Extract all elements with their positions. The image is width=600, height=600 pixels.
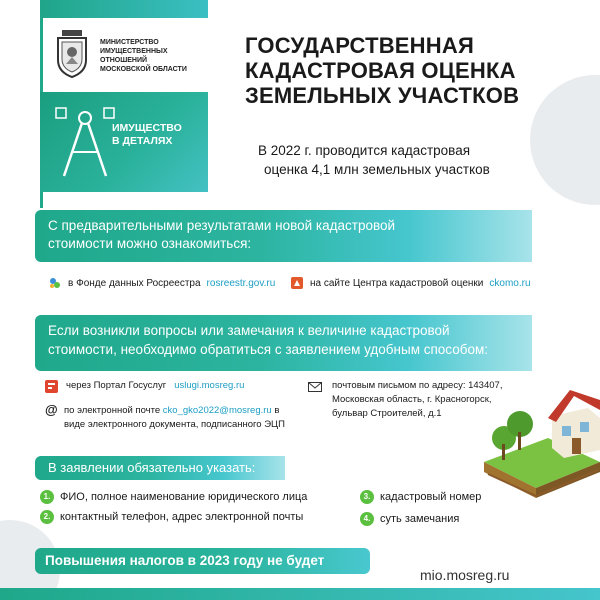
prelim-banner-text: С предварительными результатами новой кадастровой стоимости можно ознакомиться: — [48, 218, 396, 251]
top-accent-bar — [40, 0, 208, 18]
gosuslugi-link[interactable]: uslugi.mosreg.ru — [174, 380, 245, 391]
requirement-2: 2. контактный телефон, адрес электронной почты — [40, 510, 303, 524]
project-badge-label: ИМУЩЕСТВО В ДЕТАЛЯХ — [112, 122, 182, 147]
source-rosreestr: в Фонде данных Росреестра rosreestr.gov.ru — [48, 276, 275, 290]
method-mail: почтовым письмом по адресу: 143407, Московская область, г. Красногорск, бульвар Строителей, д.1 — [332, 380, 503, 419]
requirement-4: 4. суть замечания — [360, 512, 459, 526]
decorative-circle-right — [530, 75, 600, 205]
source-ckomo: на сайте Центра кадастровой оценки ckomo.ru — [290, 276, 531, 290]
ckomo-logo-icon — [290, 276, 304, 290]
requirement-3: 3. кадастровый номер — [360, 490, 481, 504]
email-link[interactable]: cko_gko2022@mosreg.ru — [162, 405, 272, 416]
tax-banner-text: Повышения налогов в 2023 году не будет — [45, 553, 325, 568]
at-icon: @ — [45, 402, 58, 417]
rosreestr-link[interactable]: rosreestr.gov.ru — [206, 277, 276, 289]
questions-banner-text: Если возникли вопросы или замечания к величине кадастровой стоимости, необходимо обратиться с заявлением удобным способом: — [48, 323, 488, 357]
compass-icon — [54, 106, 116, 182]
website-link[interactable]: mio.mosreg.ru — [420, 567, 510, 583]
page-title: ГОСУДАРСТВЕННАЯ КАДАСТРОВАЯ ОЦЕНКА ЗЕМЕЛЬНЫХ УЧАСТКОВ — [245, 33, 520, 108]
rosreestr-logo-icon — [48, 276, 62, 290]
house-illustration — [478, 378, 600, 508]
statement-heading: В заявлении обязательно указать: — [48, 460, 256, 475]
envelope-icon — [308, 382, 322, 392]
gosuslugi-icon — [45, 380, 58, 393]
page-subtitle: В 2022 г. проводится кадастровая оценка 4,1 млн земельных участков — [258, 143, 490, 177]
coat-of-arms-logo — [52, 30, 92, 78]
ministry-name: МИНИСТЕРСТВО ИМУЩЕСТВЕННЫХ ОТНОШЕНИЙ МОСКОВСКОЙ ОБЛАСТИ — [100, 39, 187, 73]
method-gosuslugi: через Портал Госуслуг uslugi.mosreg.ru — [45, 379, 244, 393]
method-email: по электронной почте cko_gko2022@mosreg.ru в виде электронного документа, подписанного ЭЦП — [64, 405, 285, 430]
ckomo-link[interactable]: ckomo.ru — [489, 277, 531, 289]
bottom-accent-bar — [0, 588, 600, 600]
requirement-1: 1. ФИО, полное наименование юридического лица — [40, 490, 307, 504]
